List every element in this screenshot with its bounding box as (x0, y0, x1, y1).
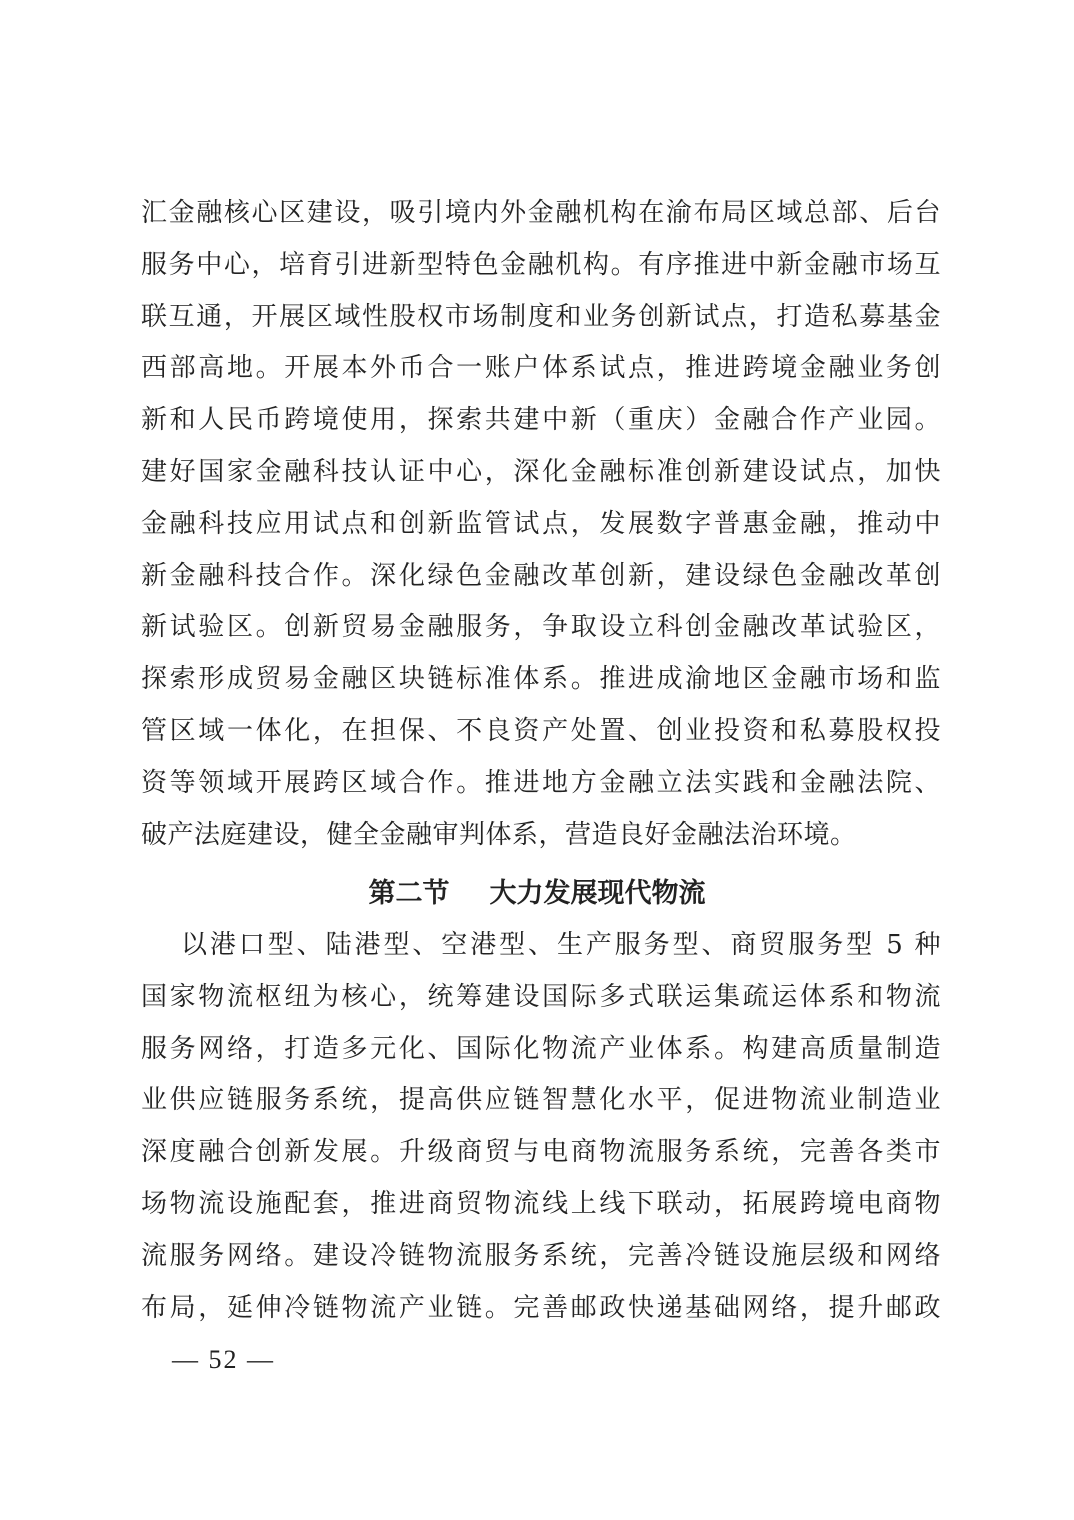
text-line: 西部高地。开展本外币合一账户体系试点，推进跨境金融业务创 (141, 353, 941, 384)
text-line: 联互通，开展区域性股权市场制度和业务创新试点，打造私募基金 (141, 301, 941, 332)
section-heading (0, 866, 1074, 922)
text-line: 资等领域开展跨区域合作。推进地方金融立法实践和金融法院、 (141, 767, 941, 798)
text-line: 以港口型、陆港型、空港型、生产服务型、商贸服务型 5 种 (181, 930, 941, 960)
text-line: 新试验区。创新贸易金融服务，争取设立科创金融改革试验区， (141, 612, 941, 643)
text-line: 场物流设施配套，推进商贸物流线上线下联动，拓展跨境电商物 (141, 1188, 941, 1219)
text-line: 金融科技应用试点和创新监管试点，发展数字普惠金融，推动中 (141, 508, 941, 539)
section-title: 大力发展现代物流 (489, 878, 706, 909)
text-line: 建好国家金融科技认证中心，深化金融标准创新建设试点，加快 (141, 456, 941, 487)
paragraph-logistics (141, 920, 941, 1334)
text-line: 破产法庭建设，健全金融审判体系，营造良好金融法治环境。 (141, 819, 857, 850)
text-line: 服务中心，培育引进新型特色金融机构。有序推进中新金融市场互 (141, 249, 941, 280)
text-line: 深度融合创新发展。升级商贸与电商物流服务系统，完善各类市 (141, 1137, 941, 1168)
text-line: 布局，延伸冷链物流产业链。完善邮政快递基础网络，提升邮政 (141, 1292, 941, 1323)
paragraph-finance (141, 188, 941, 861)
text-line: 管区域一体化，在担保、不良资产处置、创业投资和私募股权投 (141, 715, 941, 746)
text-line: 流服务网络。建设冷链物流服务系统，完善冷链设施层级和网络 (141, 1240, 941, 1271)
section-number: 第二节 (368, 878, 450, 909)
text-line: 服务网络，打造多元化、国际化物流产业体系。构建高质量制造 (141, 1033, 941, 1064)
text-line: 业供应链服务系统，提高供应链智慧化水平，促进物流业制造业 (141, 1085, 941, 1116)
text-line: 汇金融核心区建设，吸引境内外金融机构在渝布局区域总部、后台 (141, 198, 941, 228)
page-number: — 52 — (172, 1345, 275, 1374)
text-line: 新和人民币跨境使用，探索共建中新（重庆）金融合作产业园。 (141, 405, 941, 436)
text-line: 新金融科技合作。深化绿色金融改革创新，建设绿色金融改革创 (141, 560, 941, 591)
text-line: 探索形成贸易金融区块链标准体系。推进成渝地区金融市场和监 (141, 664, 941, 695)
text-line: 国家物流枢纽为核心，统筹建设国际多式联运集疏运体系和物流 (141, 981, 941, 1012)
